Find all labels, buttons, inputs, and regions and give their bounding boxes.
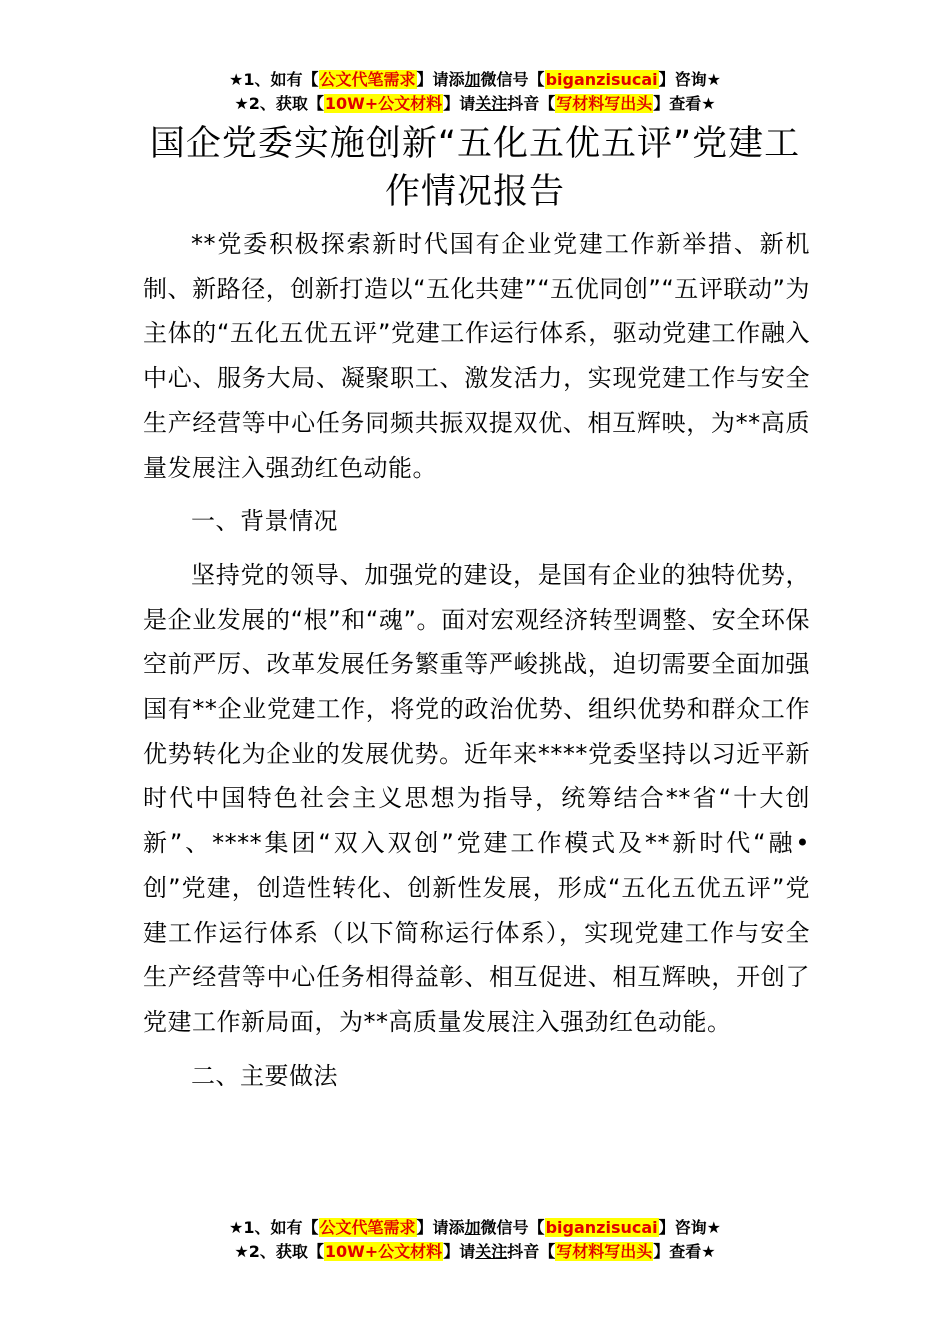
promo-text: ★1、如有【 (229, 70, 319, 89)
promo-text: ★2、获取【 (234, 94, 324, 113)
promo-text: 】请添 (416, 70, 465, 89)
document-title: 国企党委实施创新“五化五优五评”党建工作情况报告 (149, 124, 801, 212)
promo-text: 抖音【 (507, 1242, 556, 1261)
promo-underlined: 关注 (475, 1242, 508, 1261)
promo-text: 】咨询★ (658, 70, 721, 89)
promo-highlight-wechat: biganzisucai (545, 1218, 658, 1237)
promo-line-1 (0, 68, 950, 92)
section-heading-practices: 二、主要做法 (191, 1061, 338, 1090)
promo-text: ★1、如有【 (229, 1218, 319, 1237)
promo-line-2 (0, 92, 950, 116)
promo-text: 】请 (443, 94, 476, 113)
intro-paragraph: **党委积极探索新时代国有企业党建工作新举措、新机制、新路径，创新打造以“五化共建”“五优同创”“五评联动”为主体的“五化五优五评”党建工作运行体系，驱动党建工作融入中心、服务大局、凝聚职工、激发活力，实现党建工作与安全生产经营等中心任务同频共振双提双优、相互辉映，为**高质量发展注入强劲红色动能。 (143, 230, 810, 482)
promo-highlight: 10W+公文材料 (324, 94, 443, 113)
footer-promo-banner (0, 1216, 950, 1264)
promo-highlight-wechat: biganzisucai (545, 70, 658, 89)
promo-highlight: 公文代笔需求 (319, 70, 416, 89)
promo-text: 】请添 (416, 1218, 465, 1237)
promo-text: 】咨询★ (658, 1218, 721, 1237)
promo-text: 抖音【 (507, 94, 556, 113)
document-body (143, 222, 810, 1107)
header-promo-banner (0, 68, 950, 116)
promo-underlined: 加 (464, 70, 481, 89)
promo-text: ★2、获取【 (234, 1242, 324, 1261)
promo-highlight: 公文代笔需求 (319, 1218, 416, 1237)
promo-highlight-douyin: 写材料写出头 (556, 94, 653, 113)
promo-text: 】查看★ (653, 1242, 716, 1261)
promo-underlined: 加 (464, 1218, 481, 1237)
promo-text: 】请 (443, 1242, 476, 1261)
promo-highlight-douyin: 写材料写出头 (556, 1242, 653, 1261)
promo-text: 微信号【 (480, 1218, 545, 1237)
section-heading-background: 一、背景情况 (191, 507, 338, 536)
promo-underlined: 关注 (475, 94, 508, 113)
promo-text: 】查看★ (653, 94, 716, 113)
background-paragraph: 坚持党的领导、加强党的建设，是国有企业的独特优势，是企业发展的“根”和“魂”。面对宏观经济转型调整、安全环保空前严厉、改革发展任务繁重等严峻挑战，迫切需要全面加强国有**企业党建工作，将党的政治优势、组织优势和群众工作优势转化为企业的发展优势。近年来****党委坚持以习近平新时代中国特色社会主义思想为指导，统筹结合**省“十大创新”、****集团“双入双创”党建工作模式及**新时代“融•创”党建，创造性转化、创新性发展，形成“五化五优五评”党建工作运行体系（以下简称运行体系），实现党建工作与安全生产经营等中心任务相得益彰、相互促进、相互辉映，开创了党建工作新局面，为**高质量发展注入强劲红色动能。 (143, 560, 810, 1036)
promo-line-2 (0, 1240, 950, 1264)
promo-text: 微信号【 (480, 70, 545, 89)
promo-line-1 (0, 1216, 950, 1240)
promo-highlight: 10W+公文材料 (324, 1242, 443, 1261)
